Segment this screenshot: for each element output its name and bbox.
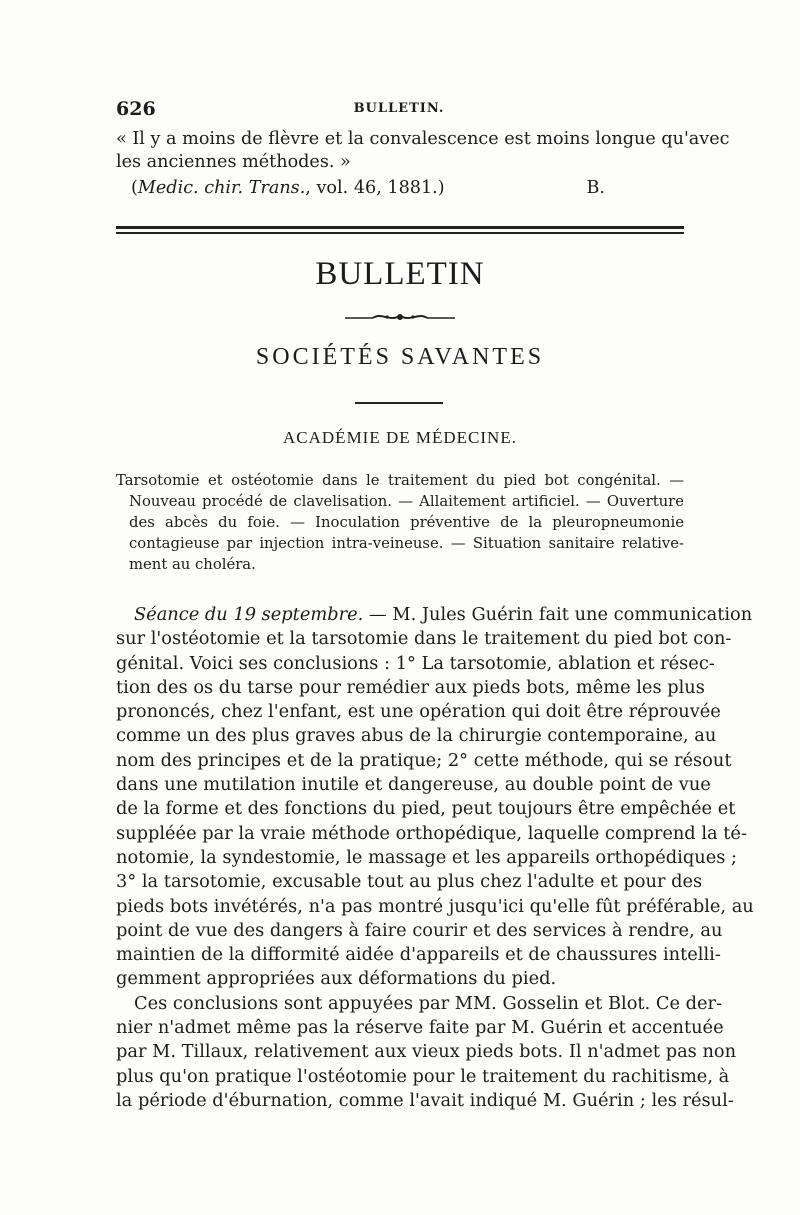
bulletin-heading: BULLETIN — [315, 256, 485, 292]
citation-open: ( — [131, 178, 138, 198]
divider-thin-line — [116, 232, 684, 234]
body-line: notomie, la syndestomie, le massage et les appareils orthopédiques ; — [116, 846, 737, 868]
short-rule — [355, 402, 443, 404]
summary-line: Nouveau procédé de clavelisation. — Allaitement artificiel. — Ouverture — [129, 493, 684, 510]
summary-line: contagieuse par injection intra-veineuse. — Situation sanitaire relative- — [129, 535, 684, 552]
body-line: génital. Voici ses conclusions : 1° La tarsotomie, ablation et résec- — [116, 652, 715, 674]
body-line: la période d'éburnation, comme l'avait indiqué M. Guérin ; les résul- — [116, 1089, 734, 1111]
citation-text — [131, 178, 445, 198]
fleuron-ornament — [343, 312, 457, 322]
summary-line: Tarsotomie et ostéotomie dans le traitement du pied bot congénital. — — [116, 472, 684, 489]
body-line: par M. Tillaux, relativement aux vieux pieds bots. Il n'admet pas non — [116, 1041, 737, 1063]
body-line: sur l'ostéotomie et la tarsotomie dans le traitement du pied bot con- — [116, 628, 732, 650]
citation-details: , vol. 46, 1881.) — [305, 178, 445, 198]
body-text — [116, 603, 754, 1113]
body-line: dans une mutilation inutile et dangereuse, au double point de vue — [116, 774, 711, 796]
author-initial: B. — [586, 178, 605, 198]
body-line: tion des os du tarse pour remédier aux pieds bots, même les plus — [116, 676, 705, 698]
closing-quote — [116, 128, 730, 174]
quote-line: « Il y a moins de flèvre et la convalescence est moins longue qu'avec — [116, 129, 730, 149]
body-line: nom des principes et de la pratique; 2° cette méthode, qui se résout — [116, 749, 732, 771]
running-title: BULLETIN. — [353, 101, 445, 116]
body-line: suppléée par la vraie méthode orthopédique, laquelle comprend la té- — [116, 822, 747, 844]
summary-line: des abcès du foie. — Inoculation préventive de la pleuropneumonie — [129, 514, 684, 531]
page-number: 626 — [116, 98, 156, 120]
body-line: maintien de la difformité aidée d'appareils et de chaussures intelli- — [116, 944, 721, 966]
quote-line: les anciennes méthodes. » — [116, 152, 351, 172]
body-line: prononcés, chez l'enfant, est une opération qui doit être réprouvée — [116, 701, 721, 723]
body-line: comme un des plus graves abus de la chirurgie contemporaine, au — [116, 725, 717, 747]
academie-heading: ACADÉMIE DE MÉDECINE. — [283, 428, 517, 447]
body-line: pieds bots invétérés, n'a pas montré jusqu'ici qu'elle fût préférable, au — [116, 895, 754, 917]
body-line: nier n'admet même pas la réserve faite par M. Guérin et accentuée — [116, 1017, 724, 1039]
divider-thick-line — [116, 226, 684, 229]
seance-label: Séance du 19 septembre. — [134, 604, 364, 625]
summary-line: ment au choléra. — [129, 556, 256, 573]
body-line: Ces conclusions sont appuyées par MM. Gosselin et Blot. Ce der- — [134, 992, 723, 1014]
section-divider — [116, 226, 684, 235]
first-line-text: — M. Jules Guérin fait une communication — [363, 604, 753, 625]
body-line: plus qu'on pratique l'ostéotomie pour le traitement du rachitisme, à — [116, 1065, 730, 1087]
body-line: 3° la tarsotomie, excusable tout au plus chez l'adulte et pour des — [116, 871, 703, 893]
body-line: gemment appropriées aux déformations du pied. — [116, 968, 557, 990]
session-summary — [116, 470, 684, 575]
citation-journal: Medic. chir. Trans. — [137, 178, 306, 198]
running-head — [116, 98, 682, 122]
body-line: de la forme et des fonctions du pied, peut toujours être empêchée et — [116, 798, 736, 820]
societes-heading: SOCIÉTÉS SAVANTES — [255, 344, 545, 370]
body-line: point de vue des dangers à faire courir et des services à rendre, au — [116, 919, 723, 941]
body-first-line — [116, 603, 753, 627]
